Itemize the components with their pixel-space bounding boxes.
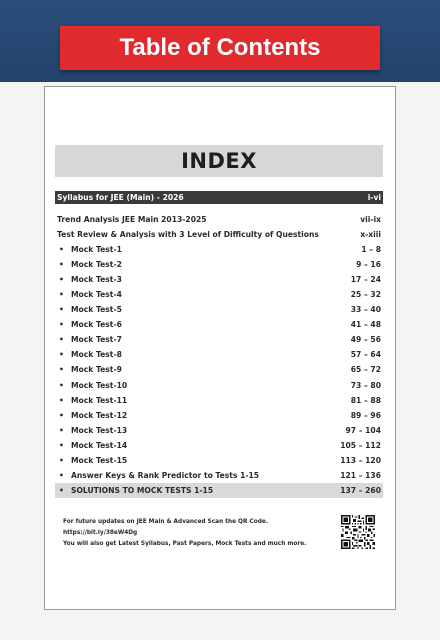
- toc-label: Answer Keys & Rank Predictor to Tests 1-15: [71, 470, 260, 480]
- toc-row-mock-test[interactable]: [55, 362, 383, 377]
- toc-pages: 137 – 260: [340, 485, 381, 495]
- toc-label: Mock Test-4: [71, 290, 122, 300]
- toc-pages: 9 – 16: [356, 260, 381, 270]
- toc-label: Mock Test-11: [71, 395, 128, 405]
- toc-label: Mock Test-7: [71, 335, 122, 345]
- toc-pages: 81 – 88: [350, 395, 381, 405]
- toc-pages: 121 – 136: [340, 470, 381, 480]
- toc-pages: 105 – 112: [340, 440, 381, 450]
- toc-row-mock-test[interactable]: [55, 302, 383, 317]
- toc-pages: 113 – 120: [340, 455, 381, 465]
- qr-code-icon[interactable]: [341, 515, 375, 549]
- toc-row-trend[interactable]: [55, 212, 383, 227]
- toc-label: Syllabus for JEE (Main) - 2026: [57, 193, 184, 202]
- toc-label: Mock Test-6: [71, 320, 122, 330]
- toc-pages: 25 – 32: [350, 290, 381, 300]
- toc-label: Mock Test-1: [71, 245, 122, 255]
- toc-label: Mock Test-10: [71, 380, 128, 390]
- toc-pages: 49 – 56: [350, 335, 381, 345]
- index-page: [44, 86, 396, 610]
- toc-pages: 17 – 24: [350, 275, 381, 285]
- bullet-icon: •: [59, 275, 64, 285]
- toc-pages: 57 – 64: [350, 350, 381, 360]
- toc-row-mock-test[interactable]: [55, 468, 383, 483]
- toc-pages: 89 – 96: [350, 410, 381, 420]
- toc-label: Test Review & Analysis with 3 Level of Difficulty of Questions: [57, 230, 319, 240]
- footer-note: [63, 517, 323, 550]
- index-title: INDEX: [181, 149, 257, 173]
- toc-pages: x-xiii: [360, 230, 381, 240]
- bullet-icon: •: [59, 320, 64, 330]
- bullet-icon: •: [59, 245, 64, 255]
- toc-row-mock-test[interactable]: [55, 332, 383, 347]
- toc-pages: 41 – 48: [350, 320, 381, 330]
- toc-row-review[interactable]: [55, 227, 383, 242]
- toc-row-mock-test[interactable]: [55, 423, 383, 438]
- bullet-icon: •: [59, 470, 64, 480]
- toc-label: Mock Test-12: [71, 410, 128, 420]
- toc-row-syllabus[interactable]: [55, 191, 383, 204]
- toc-label: Mock Test-3: [71, 275, 122, 285]
- footer-line-1: For future updates on JEE Main & Advanced Scan the QR Code.: [63, 519, 268, 525]
- bullet-icon: •: [59, 395, 64, 405]
- toc-pages: i-vi: [367, 193, 381, 202]
- toc-row-mock-test[interactable]: [55, 408, 383, 423]
- toc-pages: 65 – 72: [350, 365, 381, 375]
- bullet-icon: •: [59, 485, 64, 495]
- bullet-icon: •: [59, 335, 64, 345]
- toc-label: Mock Test-8: [71, 350, 122, 360]
- bullet-icon: •: [59, 440, 64, 450]
- toc-row-mock-test[interactable]: [55, 453, 383, 468]
- toc-pages: vii-ix: [360, 215, 381, 225]
- toc-row-mock-test[interactable]: [55, 242, 383, 257]
- toc-row-mock-test[interactable]: [55, 378, 383, 393]
- toc-row-mock-test[interactable]: [55, 393, 383, 408]
- bullet-icon: •: [59, 455, 64, 465]
- bullet-icon: •: [59, 380, 64, 390]
- bullet-icon: •: [59, 260, 64, 270]
- bullet-icon: •: [59, 410, 64, 420]
- toc-pages: 73 – 80: [350, 380, 381, 390]
- toc-row-mock-test[interactable]: [55, 317, 383, 332]
- toc-label: Mock Test-15: [71, 455, 128, 465]
- toc-label: Mock Test-2: [71, 260, 122, 270]
- toc-row-solutions[interactable]: [55, 483, 383, 498]
- bullet-icon: •: [59, 350, 64, 360]
- toc-row-mock-test[interactable]: [55, 438, 383, 453]
- toc-row-mock-test[interactable]: [55, 272, 383, 287]
- toc-label: SOLUTIONS TO MOCK TESTS 1-15: [71, 485, 214, 495]
- toc-row-mock-test[interactable]: [55, 347, 383, 362]
- toc-pages: 97 – 104: [345, 425, 381, 435]
- title-banner: [60, 26, 380, 70]
- toc-pages: 1 – 8: [361, 245, 381, 255]
- bullet-icon: •: [59, 425, 64, 435]
- footer-link[interactable]: https://bit.ly/38eW4Dg: [63, 530, 138, 536]
- toc-row-mock-test[interactable]: [55, 257, 383, 272]
- toc-label: Mock Test-13: [71, 425, 128, 435]
- toc-label: Mock Test-14: [71, 440, 128, 450]
- toc-label: Trend Analysis JEE Main 2013-2025: [57, 215, 207, 225]
- toc-label: Mock Test-9: [71, 365, 122, 375]
- toc-list: [55, 191, 383, 498]
- banner-title: Table of Contents: [119, 34, 321, 61]
- footer-line-3: You will also get Latest Syllabus, Past Papers, Mock Tests and much more.: [63, 541, 307, 547]
- bullet-icon: •: [59, 290, 64, 300]
- bullet-icon: •: [59, 365, 64, 375]
- bullet-icon: •: [59, 305, 64, 315]
- index-heading-band: [55, 145, 383, 177]
- toc-label: Mock Test-5: [71, 305, 122, 315]
- toc-row-mock-test[interactable]: [55, 287, 383, 302]
- toc-pages: 33 – 40: [350, 305, 381, 315]
